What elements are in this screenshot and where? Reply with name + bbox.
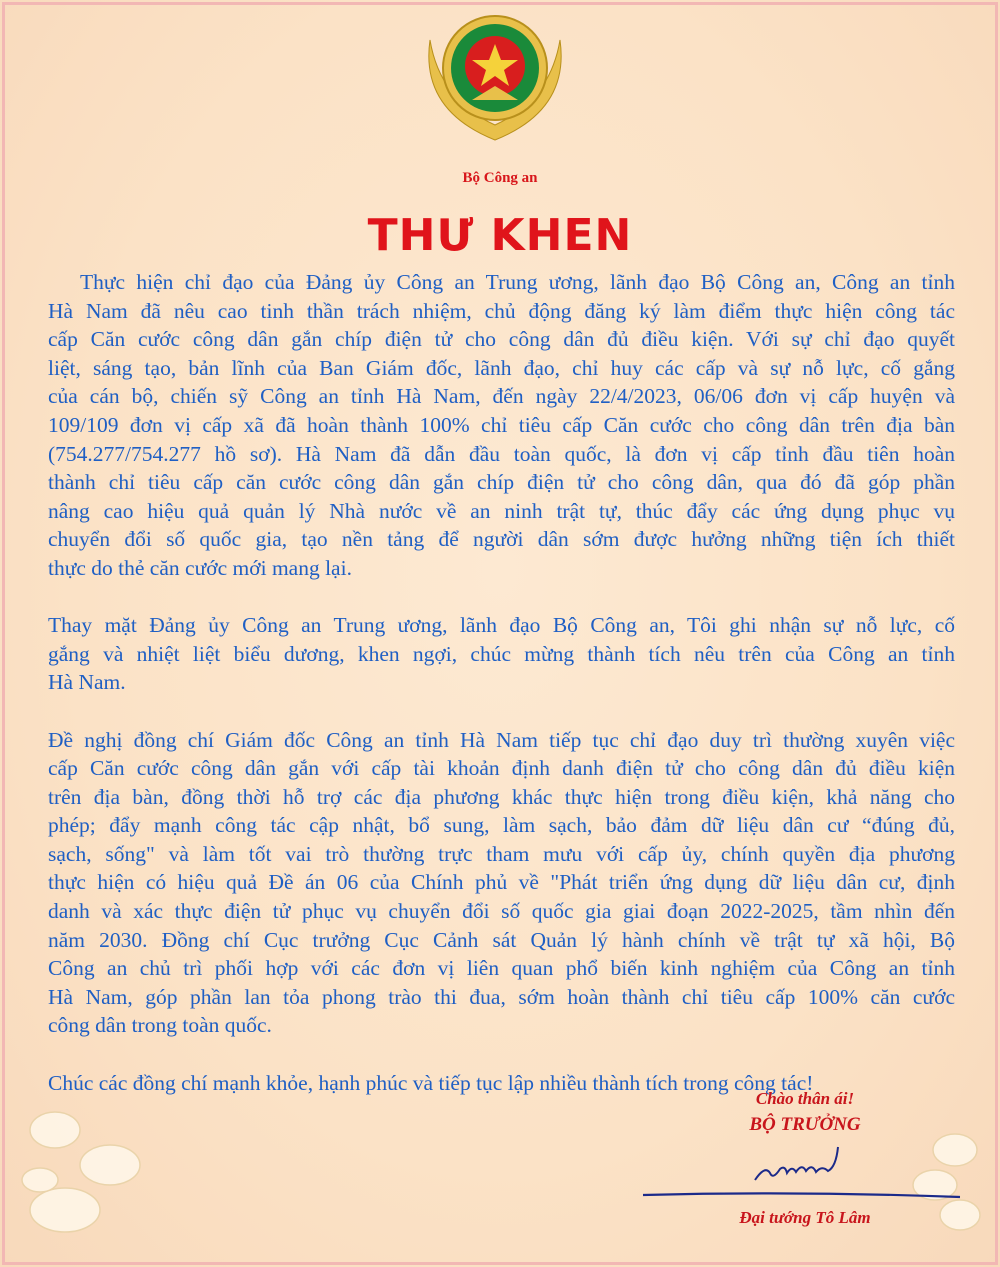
text-line: Hà Nam đã nêu cao tinh thần trách nhiệm, chủ động đăng ký làm điểm thực hiện công tác xyxy=(48,298,955,323)
text-line: của cán bộ, chiến sỹ Công an tỉnh Hà Nam, đến ngày 22/4/2023, 06/06 đơn vị cấp huyện và xyxy=(48,384,955,409)
paragraph xyxy=(48,611,955,697)
signer-position: BỘ TRƯỞNG xyxy=(749,1114,861,1135)
handwritten-signature-icon xyxy=(640,1145,970,1205)
text-line: năm 2030. Đồng chí Cục trưởng Cục Cảnh sát Quản lý hành chính về trật tự xã hội, Bộ xyxy=(48,927,955,952)
text-line: danh và xác thực điện tử phục vụ chuyển đổi số quốc gia giai đoạn 2022-2025, tầm nhìn đến xyxy=(48,899,955,924)
text-line: Chúc các đồng chí mạnh khỏe, hạnh phúc và tiếp tục lập nhiều thành tích trong công tác! xyxy=(48,1070,814,1095)
text-line: cấp Căn cước công dân gắn chíp điện tử cho công dân đủ điều kiện. Với sự chỉ đạo quyết xyxy=(48,327,955,352)
text-line: Thay mặt Đảng ủy Công an Trung ương, lãnh đạo Bộ Công an, Tôi ghi nhận sự nỗ lực, cố xyxy=(48,613,955,638)
paragraph xyxy=(48,268,955,583)
text-line: thực hiện có hiệu quả Đề án 06 của Chính phủ về "Phát triển ứng dụng dữ liệu dân cư, định xyxy=(48,870,955,895)
text-line: trên địa bàn, đồng thời hỗ trợ các địa phương khác thực hiện trong điều kiện, khả năng cho xyxy=(48,784,955,809)
paragraph xyxy=(48,726,955,1041)
letter-title: THƯ KHEN xyxy=(367,210,633,261)
signer-name: Đại tướng Tô Lâm xyxy=(739,1208,871,1227)
text-line: Thực hiện chỉ đạo của Đảng ủy Công an Trung ương, lãnh đạo Bộ Công an, Công an tỉnh xyxy=(80,270,955,294)
text-line: 109/109 đơn vị cấp xã đã hoàn thành 100% chỉ tiêu cấp Căn cước cho công dân trên địa bàn xyxy=(48,412,955,437)
text-line: (754.277/754.277 hồ sơ). Hà Nam đã dẫn đầu toàn quốc, là đơn vị cấp tỉnh đầu tiên hoàn xyxy=(48,441,955,466)
text-line: phép; đẩy mạnh công tác cập nhật, bổ sung, làm sạch, bảo đảm dữ liệu dân cư “đúng đủ, xyxy=(48,813,955,838)
text-line: thành chỉ tiêu cấp căn cước công dân gắn chíp điện tử cho công dân, qua đó đã góp phần xyxy=(48,470,955,495)
text-line: nâng cao hiệu quả quản lý Nhà nước về an ninh trật tự, thúc đẩy các ứng dụng phục vụ xyxy=(48,498,955,523)
organization-name: Bộ Công an xyxy=(462,170,538,186)
text-line: Hà Nam. xyxy=(48,670,126,695)
text-line: sạch, sống" và làm tốt vai trò thường trực tham mưu với cấp ủy, chính quyền địa phương xyxy=(48,841,955,866)
text-line: thực do thẻ căn cước mới mang lại. xyxy=(48,555,352,580)
letter-body xyxy=(48,268,955,1126)
text-line: liệt, sáng tạo, bản lĩnh của Ban Giám đốc, lãnh đạo, chỉ huy các cấp và sự nỗ lực, cố gắng xyxy=(48,355,955,380)
text-line: chuyển đổi số quốc gia, tạo nền tảng để người dân sớm được hưởng những tiện ích thiết xyxy=(48,527,955,552)
closing-greeting: Chào thân ái! xyxy=(755,1089,855,1108)
text-line: cấp Căn cước công dân gắn với cấp tài khoản định danh điện tử cho công dân đủ điều kiện xyxy=(48,756,955,781)
text-line: Công an chủ trì phối hợp với các đơn vị liên quan phổ biến kinh nghiệm của Công an tỉnh xyxy=(48,956,955,981)
lotus-flower-decoration-icon xyxy=(10,1080,160,1260)
text-line: Hà Nam, góp phần lan tỏa phong trào thi đua, sớm hoàn thành chỉ tiêu cấp 100% căn cước xyxy=(48,984,955,1009)
police-emblem-icon xyxy=(410,0,580,150)
text-line: Đề nghị đồng chí Giám đốc Công an tỉnh Hà Nam tiếp tục chỉ đạo duy trì thường xuyên việc xyxy=(48,727,955,752)
text-line: gắng và nhiệt liệt biểu dương, khen ngợi, chúc mừng thành tích nêu trên của Công an tỉnh xyxy=(48,641,955,666)
text-line: công dân trong toàn quốc. xyxy=(48,1013,272,1038)
